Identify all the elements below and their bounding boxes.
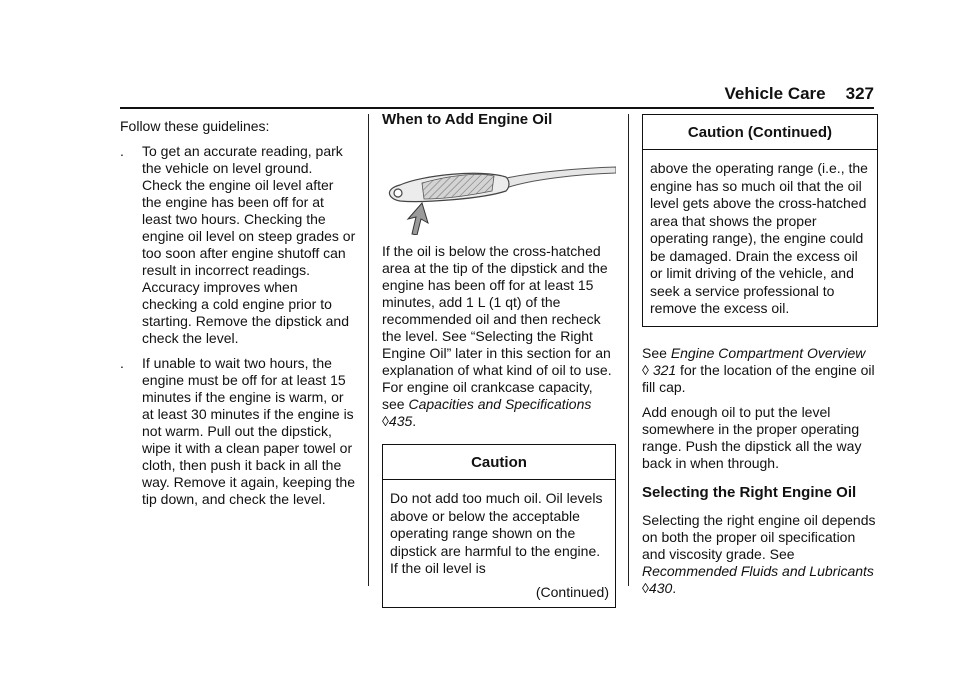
bullet-mark: .: [120, 355, 124, 371]
bullet-mark: .: [120, 143, 124, 159]
section-heading-selecting-oil: Selecting the Right Engine Oil: [642, 483, 857, 501]
section-heading-when-to-add: When to Add Engine Oil: [382, 111, 553, 128]
fluids-ref[interactable]: Recommended Fluids and Lubricants: [642, 562, 874, 579]
add-enough-oil-paragraph: Add enough oil to put the level somewhere in the proper operating range. Push the dipstick all the way back in when through.: [642, 403, 862, 471]
caution-text: Do not add too much oil. Oil levels above or below the acceptable operating range shown on the dipstick are harmful to the engine. If the oil level is: [390, 490, 603, 576]
page-number: 327: [845, 84, 874, 103]
engine-compartment-ref[interactable]: Engine Compartment Overview: [670, 344, 866, 361]
column-1: [120, 118, 356, 516]
capacities-ref[interactable]: Capacities and Specifications: [408, 396, 592, 412]
column-divider-2: [628, 114, 629, 586]
page-ref-435[interactable]: 435: [388, 413, 413, 429]
page-header: [725, 84, 875, 104]
column-divider-1: [368, 114, 369, 586]
column-3: [642, 114, 878, 605]
ref-icon: ◊: [642, 579, 649, 596]
ref-icon: ◊: [382, 413, 389, 429]
caution-title: Caution: [383, 445, 615, 480]
bullet-item: [120, 143, 356, 347]
column-2: [382, 111, 616, 608]
caution-box: [382, 444, 616, 608]
guidelines-intro: Follow these guidelines:: [120, 118, 270, 134]
bullet-text: If unable to wait two hours, the engine must be off for at least 15 minutes if the engine is warm, or at least 30 minutes if the engine is not warm. Pull out the dipstick, wipe it with a clean paper towel or cloth, then push it back in all the way. Remove it again, keeping the tip down, and check the level.: [142, 355, 355, 507]
bullet-item: [120, 355, 356, 508]
caution-box-continued: [642, 114, 878, 327]
dipstick-illustration: [382, 139, 616, 235]
bullet-text: To get an accurate reading, park the vehicle on level ground. Check the engine oil level after the engine has been off for at least two hours. Checking the engine oil level on steep grades or too soon after engine shutoff can result in incorrect readings. Accuracy improves when checking a cold engine prior to starting. Remove the dipstick and check the level.: [142, 143, 356, 346]
selecting-oil-paragraph: Selecting the right engine oil depends on both the proper oil specification and viscosity grade. See Recommended Fluids and Lubricants ◊430.: [642, 511, 876, 596]
ref-icon: ◊: [642, 361, 649, 378]
page-ref-430[interactable]: 430: [648, 579, 673, 596]
page-ref-321[interactable]: 321: [652, 361, 677, 378]
add-oil-paragraph: If the oil is below the cross-hatched area at the tip of the dipstick and the engine has been off for at least 15 minutes, add 1 L (1 qt) of the recommended oil and then recheck the level. See “Selecting the Right Engine Oil” later in this section for an explanation of what kind of oil to use. For engine oil crankcase capacity, see Capacities and Specifications ◊435.: [382, 243, 612, 429]
header-rule: [120, 107, 874, 109]
caution-title-continued: Caution (Continued): [643, 115, 877, 150]
section-title: Vehicle Care: [724, 84, 826, 103]
see-engine-compartment: See Engine Compartment Overview ◊ 321 for the location of the engine oil fill cap.: [642, 344, 875, 395]
caution-text-continued: above the operating range (i.e., the engine has so much oil that the oil level gets above the cross-hatched area that shows the proper operating range), the engine could be damaged. Drain the excess oil or limit driving of the vehicle, and seek a service professional to remove the excess oil.: [650, 160, 868, 316]
caution-continued: (Continued): [535, 583, 609, 600]
